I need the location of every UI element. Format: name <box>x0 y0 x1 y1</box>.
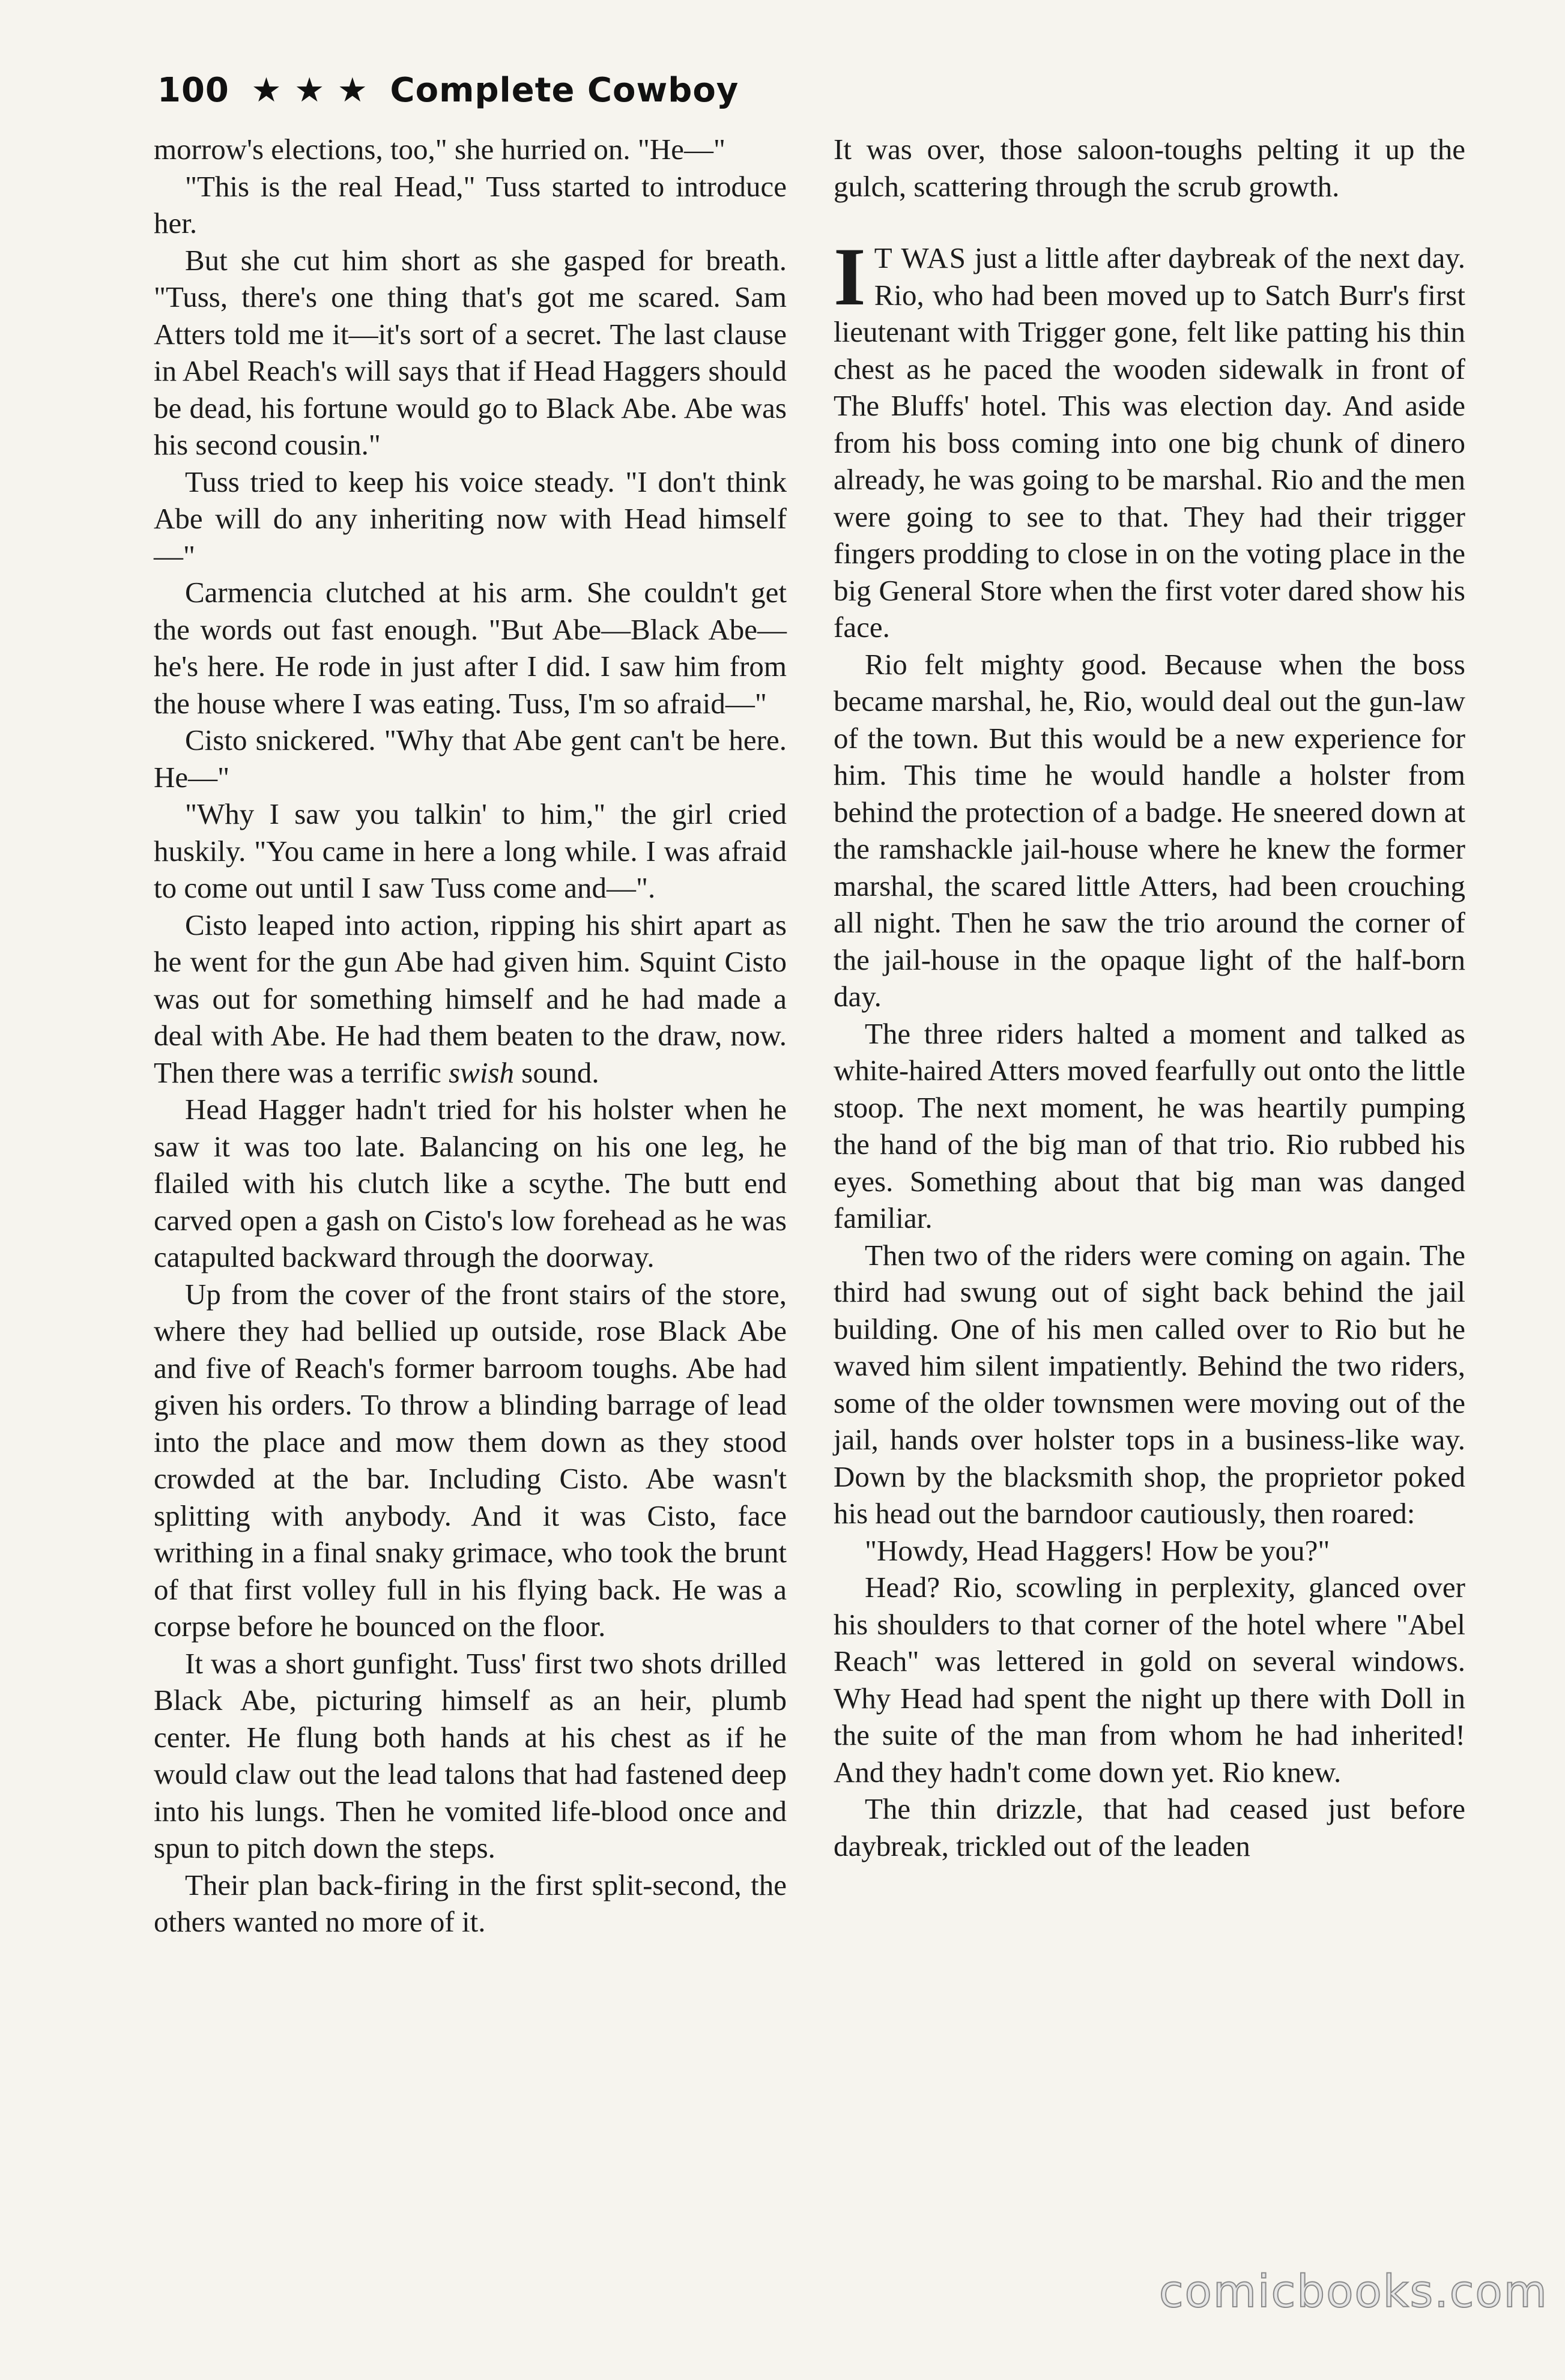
italic-word: swish <box>449 1056 515 1089</box>
opening-caps: T WAS <box>874 241 967 274</box>
opening-text: just a little after daybreak of the next day. Rio, who had been moved up to Satch Burr's first lieutenant with Trigger gone, felt like patting his thin chest as he paced the wooden sidewalk in front of The Bluffs' hotel. This was election day. And aside from his boss coming into one big chunk of dinero already, he was going to be marshal. Rio and the men were going to see to that. They had their trigger fingers prodding to close in on the voting place in the big General Store when the first voter dared show his face. <box>834 241 1465 644</box>
carryover-paragraph: It was over, those saloon-toughs pelting it up the gulch, scattering through the scrub growth. <box>834 133 1465 203</box>
paragraph: Carmencia clutched at his arm. She couldn't get the words out fast enough. "But Abe—Black Abe—he's here. He rode in just after I did. I saw him from the house where I was eating. Tuss, I'm so afraid—" <box>154 576 787 720</box>
paragraph: Then two of the riders were coming on again. The third had swung out of sight back behind the jail building. One of his men called over to Rio but he waved him silent impatiently. Behind the two riders, some of the older townsmen were moving out of the jail, hands over holster tops in a business-like way. Down by the blacksmith shop, the proprietor poked his head out the barndoor cautiously, then roared: <box>834 1238 1465 1530</box>
header-stars: ★ ★ ★ <box>251 71 369 110</box>
right-column <box>834 131 1465 1864</box>
paragraph: Tuss tried to keep his voice steady. "I don't think Abe will do any inheriting now with Head himself—" <box>154 465 787 572</box>
paragraph: Cisto snickered. "Why that Abe gent can't be here. He—" <box>154 723 787 794</box>
paragraph: Rio felt mighty good. Because when the boss became marshal, he, Rio, would deal out the gun-law of the town. But this would be a new experience for him. This time he would handle a holster from behind the protection of a badge. He sneered down at the ramshackle jail-house where he knew the former marshal, the scared little Atters, had been crouching all night. Then he saw the trio around the corner of the jail-house in the opaque light of the half-born day. <box>834 647 1465 1013</box>
section-opening-paragraph <box>834 231 1465 646</box>
paragraph: morrow's elections, too," she hurried on. "He—" <box>154 133 726 166</box>
paragraph: Up from the cover of the front stairs of the store, where they had bellied up outside, rose Black Abe and five of Reach's former barroom toughs. Abe had given his orders. To throw a blinding barrage of lead into the place and mow them down as they stood crowded at the bar. Including Cisto. Abe wasn't splitting with anybody. And it was Cisto, face writhing in a final snaky grimace, who took the brunt of that first volley full in his flying back. He was a corpse before he bounced on the floor. <box>154 1277 787 1643</box>
left-column <box>154 131 787 1941</box>
paragraph-text: Cisto leaped into action, ripping his shirt apart as he went for the gun Abe had given him. Squint Cisto was out for something himself and he had made a deal with Abe. He had them beaten to the draw, now. Then there was a terrific <box>154 908 787 1089</box>
page-number: 100 <box>157 71 229 110</box>
drop-cap: I <box>834 231 866 322</box>
magazine-title: Complete Cowboy <box>390 71 739 110</box>
paragraph: It was a short gunfight. Tuss' first two shots drilled Black Abe, picturing himself as an heir, plumb center. He flung both hands at his chest as if he would claw out the lead talons that had fastened deep into his lungs. Then he vomited life-blood once and spun to pitch down the steps. <box>154 1646 787 1864</box>
paragraph: "This is the real Head," Tuss started to introduce her. <box>154 169 787 240</box>
watermark: comicbooks.com <box>1159 2266 1548 2318</box>
paragraph: "Howdy, Head Haggers! How be you?" <box>865 1533 1330 1567</box>
paragraph: Their plan back-firing in the first split-second, the others wanted no more of it. <box>154 1868 787 1938</box>
paragraph-text-tail: sound. <box>514 1056 599 1089</box>
page-header <box>157 71 748 110</box>
paragraph: The three riders halted a moment and talked as white-haired Atters moved fearfully out onto the little stoop. The next moment, he was heartily pumping the hand of the big man of that trio. Rio rubbed his eyes. Something about that big man was danged familiar. <box>834 1016 1465 1234</box>
paragraph: Head? Rio, scowling in perplexity, glanced over his shoulders to that corner of the hotel where "Abel Reach" was lettered in gold on several windows. Why Head had spent the night up there with Doll in the suite of the man from whom he had inherited! And they hadn't come down yet. Rio knew. <box>834 1571 1465 1789</box>
paragraph <box>154 907 787 1092</box>
paragraph: But she cut him short as she gasped for breath. "Tuss, there's one thing that's got me scared. Sam Atters told me it—it's sort of a secret. The last clause in Abel Reach's will says that if Head Haggers should be dead, his fortune would go to Black Abe. Abe was his second cousin." <box>154 243 787 461</box>
paragraph: "Why I saw you talkin' to him," the girl cried huskily. "You came in here a long while. I was afraid to come out until I saw Tuss come and—". <box>154 797 787 904</box>
paragraph: The thin drizzle, that had ceased just before daybreak, trickled out of the leaden <box>834 1792 1465 1862</box>
paragraph: Head Hagger hadn't tried for his holster when he saw it was too late. Balancing on his one leg, he flailed with his clutch like a scythe. The butt end carved open a gash on Cisto's low forehead as he was catapulted backward through the doorway. <box>154 1093 787 1273</box>
